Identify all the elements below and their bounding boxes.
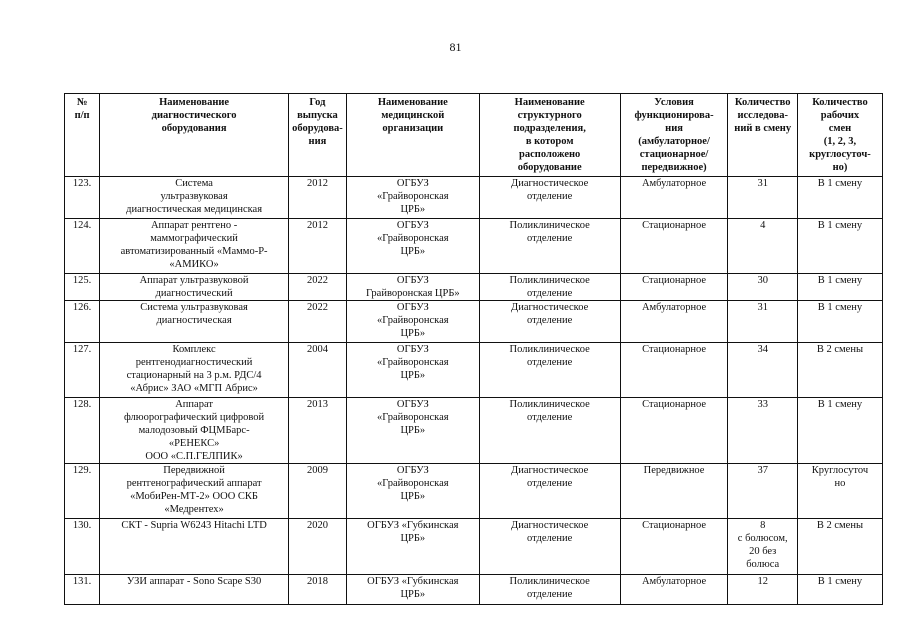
release-year-cell: 2022	[288, 301, 346, 343]
medical-organization-cell: ОГБУЗ «Губкинская ЦРБ»	[346, 575, 479, 605]
work-shifts-cell: В 1 смену	[797, 575, 882, 605]
table-row	[65, 219, 883, 274]
row-num-cell: 123.	[65, 177, 100, 219]
equipment-name-cell: Аппарат рентгено - маммографический автоматизированный «Маммо-Р- «АМИКО»	[100, 219, 289, 274]
work-shifts-cell: В 1 смену	[797, 398, 882, 464]
header-name: Наименование диагностического оборудования	[100, 94, 289, 177]
row-num-cell: 125.	[65, 274, 100, 301]
release-year-cell: 2022	[288, 274, 346, 301]
equipment-name-cell: Аппарат ультразвуковой диагностический	[100, 274, 289, 301]
header-row	[65, 94, 883, 177]
header-year: Год выпуска оборудова- ния	[288, 94, 346, 177]
header-num: № п/п	[65, 94, 100, 177]
equipment-name-cell: Система ультразвуковая диагностическая медицинская	[100, 177, 289, 219]
header-mode: Условия функционирова- ния (амбулаторное/ стационарное/ передвижное)	[620, 94, 728, 177]
medical-organization-cell: ОГБУЗ «Грайворонская ЦРБ»	[346, 177, 479, 219]
equipment-name-cell: Система ультразвуковая диагностическая	[100, 301, 289, 343]
release-year-cell: 2012	[288, 177, 346, 219]
studies-per-shift-cell: 12	[728, 575, 797, 605]
operating-mode-cell: Стационарное	[620, 274, 728, 301]
release-year-cell: 2012	[288, 219, 346, 274]
department-cell: Диагностическое отделение	[479, 177, 620, 219]
page-number: 81	[449, 40, 462, 54]
studies-per-shift-cell: 4	[728, 219, 797, 274]
row-num-cell: 127.	[65, 343, 100, 398]
table-row	[65, 575, 883, 605]
equipment-name-cell: СКТ - Supria W6243 Hitachi LTD	[100, 519, 289, 575]
release-year-cell: 2009	[288, 464, 346, 519]
operating-mode-cell: Амбулаторное	[620, 575, 728, 605]
studies-per-shift-cell: 31	[728, 177, 797, 219]
table-row	[65, 177, 883, 219]
department-cell: Поликлиническое отделение	[479, 219, 620, 274]
row-num-cell: 126.	[65, 301, 100, 343]
table-row	[65, 519, 883, 575]
department-cell: Поликлиническое отделение	[479, 398, 620, 464]
operating-mode-cell: Стационарное	[620, 343, 728, 398]
medical-organization-cell: ОГБУЗ «Губкинская ЦРБ»	[346, 519, 479, 575]
medical-organization-cell: ОГБУЗ «Грайворонская ЦРБ»	[346, 464, 479, 519]
release-year-cell: 2020	[288, 519, 346, 575]
release-year-cell: 2018	[288, 575, 346, 605]
operating-mode-cell: Амбулаторное	[620, 177, 728, 219]
equipment-table	[64, 93, 883, 605]
table-row	[65, 274, 883, 301]
department-cell: Поликлиническое отделение	[479, 274, 620, 301]
operating-mode-cell: Передвижное	[620, 464, 728, 519]
header-count: Количество исследова- ний в смену	[728, 94, 797, 177]
department-cell: Диагностическое отделение	[479, 519, 620, 575]
medical-organization-cell: ОГБУЗ «Грайворонская ЦРБ»	[346, 301, 479, 343]
medical-organization-cell: ОГБУЗ «Грайворонская ЦРБ»	[346, 343, 479, 398]
department-cell: Диагностическое отделение	[479, 464, 620, 519]
equipment-name-cell: Аппарат флюорографический цифровой малодозовый ФЦМБарс- «РЕНЕКС» ООО «С.П.ГЕЛПИК»	[100, 398, 289, 464]
equipment-name-cell: Передвижной рентгенографический аппарат «МобиРен-МТ-2» ООО СКБ «Медрентех»	[100, 464, 289, 519]
studies-per-shift-cell: 34	[728, 343, 797, 398]
row-num-cell: 130.	[65, 519, 100, 575]
studies-per-shift-cell: 37	[728, 464, 797, 519]
studies-per-shift-cell: 31	[728, 301, 797, 343]
equipment-name-cell: Комплекс рентгенодиагностический стационарный на 3 р.м. РДС/4 «Абрис» ЗАО «МГП Абрис»	[100, 343, 289, 398]
header-shifts: Количество рабочих смен (1, 2, 3, круглосуточ- но)	[797, 94, 882, 177]
medical-organization-cell: ОГБУЗ Грайворонская ЦРБ»	[346, 274, 479, 301]
operating-mode-cell: Амбулаторное	[620, 301, 728, 343]
operating-mode-cell: Стационарное	[620, 398, 728, 464]
medical-organization-cell: ОГБУЗ «Грайворонская ЦРБ»	[346, 398, 479, 464]
work-shifts-cell: В 1 смену	[797, 301, 882, 343]
department-cell: Поликлиническое отделение	[479, 343, 620, 398]
work-shifts-cell: Круглосуточ но	[797, 464, 882, 519]
table-row	[65, 343, 883, 398]
operating-mode-cell: Стационарное	[620, 219, 728, 274]
work-shifts-cell: В 1 смену	[797, 177, 882, 219]
row-num-cell: 131.	[65, 575, 100, 605]
work-shifts-cell: В 1 смену	[797, 219, 882, 274]
department-cell: Поликлиническое отделение	[479, 575, 620, 605]
table-row	[65, 398, 883, 464]
table-row	[65, 301, 883, 343]
department-cell: Диагностическое отделение	[479, 301, 620, 343]
row-num-cell: 129.	[65, 464, 100, 519]
studies-per-shift-cell: 8 с болюсом, 20 без болюса	[728, 519, 797, 575]
operating-mode-cell: Стационарное	[620, 519, 728, 575]
table-row	[65, 464, 883, 519]
work-shifts-cell: В 2 смены	[797, 519, 882, 575]
work-shifts-cell: В 2 смены	[797, 343, 882, 398]
release-year-cell: 2004	[288, 343, 346, 398]
row-num-cell: 128.	[65, 398, 100, 464]
release-year-cell: 2013	[288, 398, 346, 464]
studies-per-shift-cell: 30	[728, 274, 797, 301]
medical-organization-cell: ОГБУЗ «Грайворонская ЦРБ»	[346, 219, 479, 274]
studies-per-shift-cell: 33	[728, 398, 797, 464]
work-shifts-cell: В 1 смену	[797, 274, 882, 301]
equipment-name-cell: УЗИ аппарат - Sono Scape S30	[100, 575, 289, 605]
header-org: Наименование медицинской организации	[346, 94, 479, 177]
row-num-cell: 124.	[65, 219, 100, 274]
header-dept: Наименование структурного подразделения, в котором расположено оборудование	[479, 94, 620, 177]
